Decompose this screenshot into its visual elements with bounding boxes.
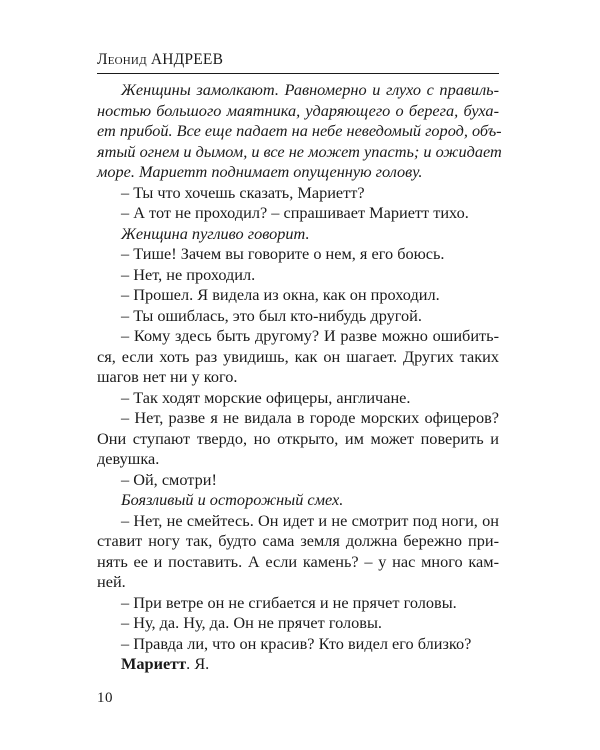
dialogue-line: нять ее и поставить. А если камень? – у нас много кам- bbox=[97, 551, 499, 571]
dialogue-line: – А тот не проходил? – спрашивает Мариетт тихо. bbox=[121, 203, 469, 222]
dialogue-line: шагов нет ни у кого. bbox=[97, 367, 238, 386]
dialogue-line: ся, если хоть раз увидишь, как он шагает. Других таких bbox=[97, 346, 499, 366]
running-header bbox=[97, 51, 223, 69]
stage-direction-line: Женщина пугливо говорит. bbox=[121, 223, 310, 243]
page-number: 10 bbox=[97, 690, 113, 706]
dialogue-line: – Нет, разве я не видала в городе морских офицеров? bbox=[121, 408, 499, 427]
dialogue-line: ставит ногу так, будто сама земля должна бережно при- bbox=[97, 531, 499, 550]
dialogue-line: – Так ходят морские офицеры, англичане. bbox=[121, 387, 411, 407]
dialogue-line: – Ты что хочешь сказать, Мариетт? bbox=[121, 182, 365, 202]
dialogue-line: девушка. bbox=[97, 449, 160, 468]
stage-direction-line: Женщины замолкают. Равномерно и глухо с правиль- bbox=[121, 80, 499, 99]
body-text bbox=[97, 80, 502, 675]
dialogue-line: – Кому здесь быть другому? И разве можно ошибить- bbox=[121, 326, 499, 345]
dialogue-line: – Ой, смотри! bbox=[121, 469, 217, 489]
stage-direction-line: ятый огнем и дымом, и все не может упасть; и ожидает bbox=[97, 141, 502, 161]
dialogue-line: – Нет, не проходил. bbox=[121, 264, 256, 284]
dialogue-line: – Прошел. Я видела из окна, как он проходил. bbox=[121, 285, 440, 304]
stage-direction-line: море. Мариетт поднимает опущенную голову. bbox=[97, 162, 423, 181]
stage-direction-line: ностью большого маятника, ударяющего о берега, буха- bbox=[97, 100, 499, 120]
dialogue-line: Они ступают твердо, но открыто, им может поверить и bbox=[97, 428, 499, 448]
dialogue-line: ней. bbox=[97, 572, 126, 591]
speaker-text: . Я. bbox=[186, 654, 210, 673]
dialogue-line: – Правда ли, что он красив? Кто видел его близко? bbox=[121, 633, 472, 653]
author-first-name: Леонид bbox=[97, 51, 147, 68]
dialogue-line: – Тише! Зачем вы говорите о нем, я его боюсь. bbox=[121, 244, 445, 263]
author-last-name: АНДРЕЕВ bbox=[150, 51, 224, 68]
dialogue-line: – Нет, не смейтесь. Он идет и не смотрит под ноги, он bbox=[121, 510, 499, 530]
header-rule bbox=[97, 73, 499, 74]
dialogue-line: – При ветре он не сгибается и не прячет головы. bbox=[121, 592, 457, 612]
stage-direction-line: Боязливый и осторожный смех. bbox=[121, 490, 344, 509]
dialogue-line: – Ты ошиблась, это был кто-нибудь другой. bbox=[121, 305, 422, 325]
speaker-name: Мариетт bbox=[121, 654, 187, 673]
stage-direction-line: ет прибой. Все еще падает на небе неведомый город, объ- bbox=[97, 121, 502, 140]
speaker-line bbox=[97, 654, 499, 675]
dialogue-line: – Ну, да. Ну, да. Он не прячет головы. bbox=[121, 613, 382, 632]
